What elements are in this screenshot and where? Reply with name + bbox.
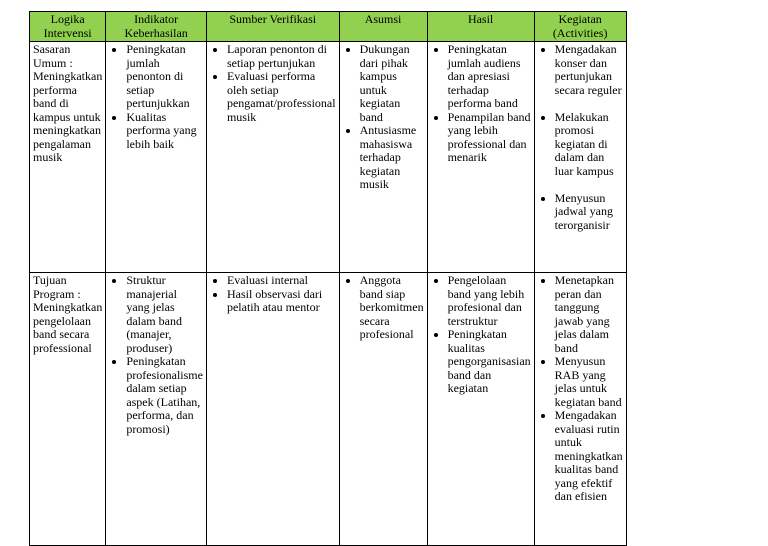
list-item: • Anggota band siap berkomitmen secara profesional	[360, 274, 424, 342]
list-item: • Peningkatan jumlah audiens dan apresiasi terhadap performa band	[448, 43, 531, 111]
list-item: • Mengadakan konser dan pertunjukan secara reguler	[555, 43, 623, 97]
logframe-table	[29, 11, 627, 546]
list-item: • Antusiasme mahasiswa terhadap kegiatan musik	[360, 124, 424, 192]
list-item: • Peningkatan kualitas pengorganisasian band dan kegiatan	[448, 328, 531, 396]
cell-sumber	[206, 42, 339, 273]
list-item: • Evaluasi internal	[227, 274, 336, 288]
header-asumsi: Asumsi	[339, 12, 427, 42]
cell-hasil	[427, 42, 534, 273]
list-item: • Mengadakan evaluasi rutin untuk meningkatkan kualitas band yang efektif dan efisien	[555, 409, 623, 504]
list-item: • Hasil observasi dari pelatih atau mentor	[227, 288, 336, 315]
cell-logika: Sasaran Umum : Meningkatkan performa band di kampus untuk meningkatkan pengalaman musik	[30, 42, 106, 273]
list-item: • Peningkatan jumlah penonton di setiap pertunjukkan	[126, 43, 203, 111]
header-row	[30, 12, 627, 42]
list-item: • Penampilan band yang lebih professional dan menarik	[448, 111, 531, 165]
list-item: • Menetapkan peran dan tanggung jawab yang jelas dalam band	[555, 274, 623, 355]
list-item: • Dukungan dari pihak kampus untuk kegiatan band	[360, 43, 424, 124]
cell-asumsi	[339, 273, 427, 546]
cell-kegiatan	[534, 42, 626, 273]
cell-indikator	[106, 42, 207, 273]
cell-sumber	[206, 273, 339, 546]
cell-logika: Tujuan Program : Meningkatkan pengelolaan band secara professional	[30, 273, 106, 546]
list-item: • Pengelolaan band yang lebih profesional dan terstruktur	[448, 274, 531, 328]
cell-asumsi	[339, 42, 427, 273]
list-item: • Evaluasi performa oleh setiap pengamat/professional musik	[227, 70, 336, 124]
table-row	[30, 273, 627, 546]
header-sumber-verifikasi: Sumber Verifikasi	[206, 12, 339, 42]
header-hasil: Hasil	[427, 12, 534, 42]
list-item: • Laporan penonton di setiap pertunjukan	[227, 43, 336, 70]
list-item: • Peningkatan profesionalisme dalam setiap aspek (Latihan, performa, dan promosi)	[126, 355, 203, 436]
header-indikator-keberhasilan: Indikator Keberhasilan	[106, 12, 207, 42]
table-row	[30, 42, 627, 273]
list-item: • Menyusun jadwal yang terorganisir	[555, 192, 623, 233]
cell-hasil	[427, 273, 534, 546]
cell-indikator	[106, 273, 207, 546]
list-item: • Melakukan promosi kegiatan di dalam dan luar kampus	[555, 111, 623, 179]
header-logika-intervensi: Logika Intervensi	[30, 12, 106, 42]
list-item: • Struktur manajerial yang jelas dalam band (manajer, produser)	[126, 274, 203, 355]
header-kegiatan: Kegiatan (Activities)	[534, 12, 626, 42]
cell-kegiatan	[534, 273, 626, 546]
list-item: • Kualitas performa yang lebih baik	[126, 111, 203, 152]
list-item: • Menyusun RAB yang jelas untuk kegiatan band	[555, 355, 623, 409]
